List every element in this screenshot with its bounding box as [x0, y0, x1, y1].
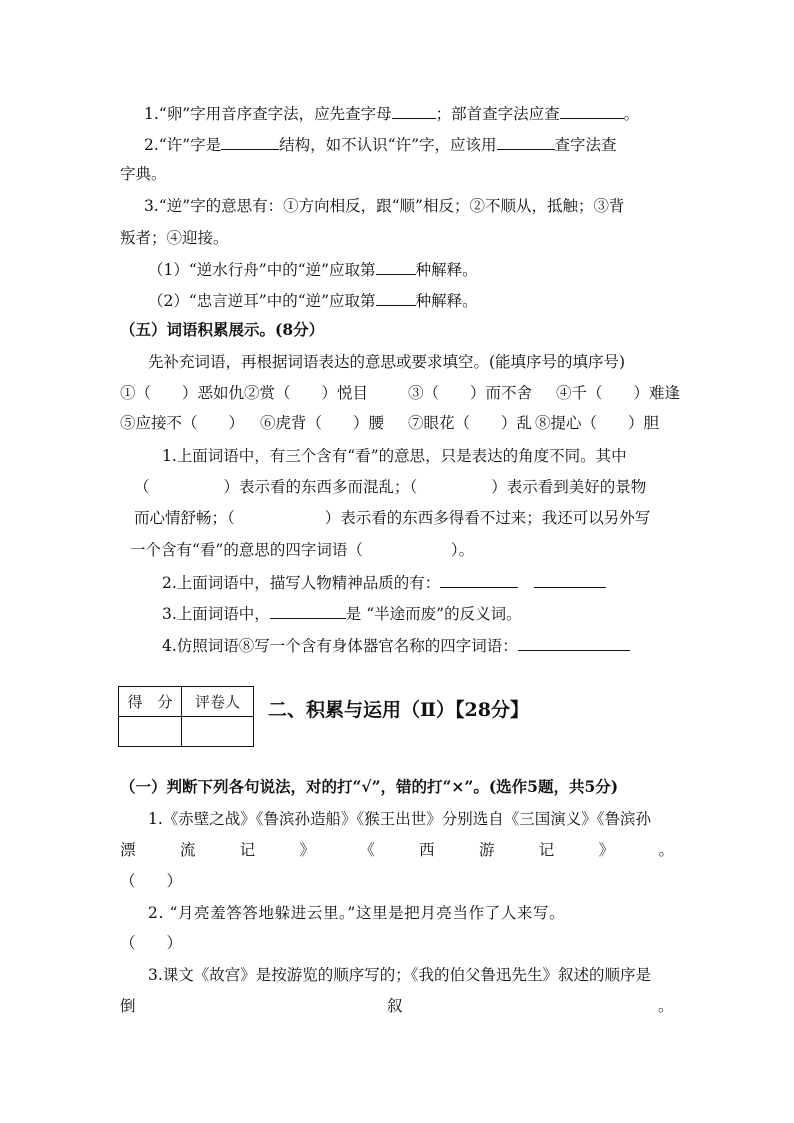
score-header: 得 分	[119, 687, 182, 717]
question-3: 3.“逆”字的意思有：①方向相反，跟“顺”相反；②不顺从，抵触；③背	[144, 197, 625, 215]
answer-blank[interactable]	[270, 603, 346, 619]
grader-cell[interactable]	[182, 717, 254, 747]
word-item: ④千（ ）难逢	[556, 384, 681, 402]
part-2-title: 二、积累与运用（Ⅱ）【28分】	[268, 699, 529, 721]
answer-blank[interactable]	[560, 103, 624, 119]
word-item: ⑤应接不（ ）	[120, 414, 245, 432]
word-item: ⑦眼花（ ）乱	[408, 414, 533, 432]
question-1: 1.“卵”字用音序查字法，应先查字母 ；部首查字法应查 。	[144, 105, 640, 123]
word-item: ③（ ）而不舍	[408, 384, 533, 402]
judge-1-answer[interactable]: （ ）	[120, 872, 183, 890]
sub-question-1: 1.上面词语中，有三个含有“看”的意思，只是表达的角度不同。其中	[162, 447, 627, 465]
question-3-1: （1）“逆水行舟”中的“逆”应取第 种解释。	[148, 261, 478, 279]
section-5-intro: 先补充词语，再根据词语表达的意思或要求填空。(能填序号的填序号)	[148, 353, 626, 371]
sub-question-1-line2: （ ）表示看的东西多而混乱；（ ）表示看到美好的景物	[134, 478, 647, 496]
answer-blank[interactable]	[440, 572, 518, 588]
question-2: 2.“许”字是 结构，如不认识“许”字，应该用 查字法查	[144, 136, 617, 154]
judge-1: 1.《赤壁之战》《鲁滨孙造船》《猴王出世》分别选自《三国演义》《鲁滨孙	[148, 810, 652, 828]
answer-blank[interactable]	[376, 259, 416, 275]
answer-blank[interactable]	[534, 572, 606, 588]
grader-header: 评卷人	[182, 687, 254, 717]
answer-blank[interactable]	[221, 134, 279, 150]
judge-2: 2. “月亮羞答答地躲进云里。”这里是把月亮当作了人来写。	[148, 904, 566, 922]
answer-blank[interactable]	[518, 635, 630, 651]
question-3-2: （2）“忠言逆耳”中的“逆”应取第 种解释。	[148, 292, 478, 310]
sub-question-1-line3: 而心情舒畅；（ ）表示看的东西多得看不过来；我还可以另外写	[134, 509, 651, 527]
judge-3: 3.课文《故宫》是按游览的顺序写的；《我的伯父鲁迅先生》叙述的顺序是	[148, 966, 652, 984]
sub-question-4: 4.仿照词语⑧写一个含有身体器官名称的四字词语：	[162, 635, 630, 656]
word-item: ⑥虎背（ ）腰	[260, 414, 385, 432]
question-3-cont: 叛者；④迎接。	[120, 229, 229, 247]
word-item: ⑧提心（ ）胆	[535, 414, 660, 432]
question-2-cont: 字典。	[120, 165, 167, 183]
sub-question-2: 2.上面词语中，描写人物精神品质的有：	[162, 572, 606, 593]
judge-1-line2: 漂 流 记 》 《 西 游 记 》 。	[120, 841, 674, 859]
score-cell[interactable]	[119, 717, 182, 747]
judge-2-answer[interactable]: （ ）	[120, 934, 183, 952]
word-item: ②赏（ ）悦目	[244, 384, 369, 402]
word-item: ①（ ）恶如仇	[120, 384, 245, 402]
answer-blank[interactable]	[392, 103, 436, 119]
score-table	[118, 686, 254, 747]
section-5-title: （五）词语积累展示。(8分）	[120, 320, 325, 339]
answer-blank[interactable]	[497, 134, 555, 150]
sub-question-3: 3.上面词语中， 是 “半途而废”的反义词。	[162, 605, 522, 623]
sub-question-1-line4: 一个含有“看”的意思的四字词语（ ）。	[130, 541, 475, 559]
judge-section-title: （一）判断下列各句说法，对的打“√”，错的打“×”。(选作5题，共5分)	[120, 777, 619, 796]
answer-blank[interactable]	[376, 290, 416, 306]
